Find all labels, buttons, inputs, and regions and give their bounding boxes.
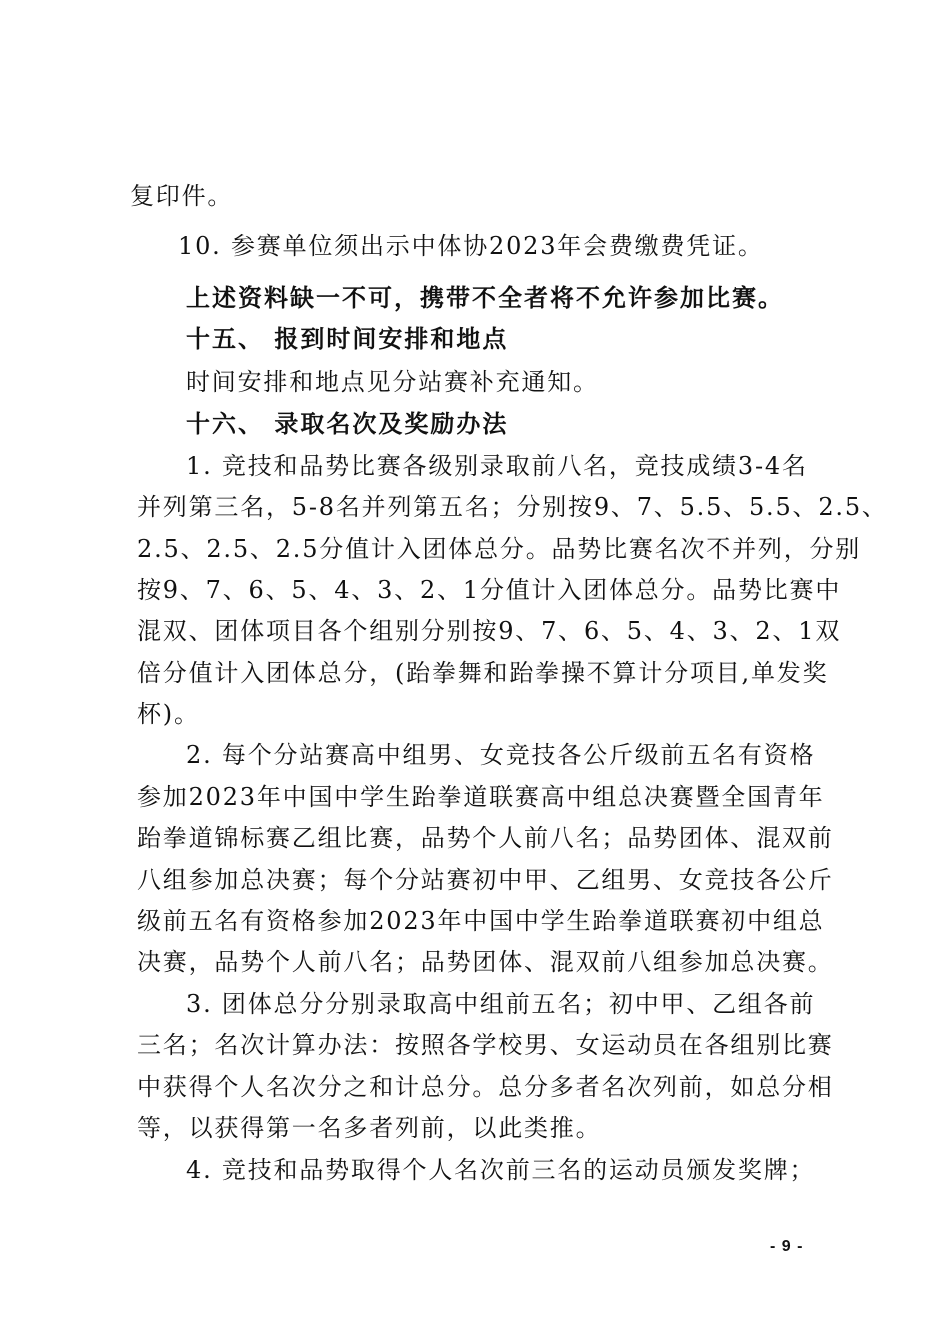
- text-line: 1. 竞技和品势比赛各级别录取前八名，竞技成绩3-4名: [186, 452, 808, 480]
- text-line: 2. 每个分站赛高中组男、女竞技各公斤级前五名有资格: [186, 741, 816, 769]
- text-line: 10. 参赛单位须出示中体协2023年会费缴费凭证。: [178, 232, 764, 260]
- text-line: 决赛，品势个人前八名；品势团体、混双前八组参加总决赛。: [137, 948, 834, 976]
- text-line: 时间安排和地点见分站赛补充通知。: [186, 368, 599, 396]
- text-line: 混双、团体项目各个组别分别按9、7、6、5、4、3、2、1双: [137, 617, 842, 645]
- text-line: 倍分值计入团体总分，(跆拳舞和跆拳操不算计分项目,单发奖: [137, 659, 829, 687]
- text-line: 中获得个人名次分之和计总分。总分多者名次列前，如总分相: [137, 1073, 834, 1101]
- text-line: 4. 竞技和品势取得个人名次前三名的运动员颁发奖牌；: [186, 1156, 816, 1184]
- text-line: 参加2023年中国中学生跆拳道联赛高中组总决赛暨全国青年: [137, 783, 825, 811]
- section-heading: 十五、 报到时间安排和地点: [186, 325, 509, 353]
- text-line: 跆拳道锦标赛乙组比赛，品势个人前八名；品势团体、混双前: [137, 824, 834, 852]
- text-line: 杯)。: [137, 700, 200, 728]
- text-line: 3. 团体总分分别录取高中组前五名；初中甲、乙组各前: [186, 990, 816, 1018]
- section-heading: 十六、 录取名次及奖励办法: [186, 410, 509, 438]
- text-line: 级前五名有资格参加2023年中国中学生跆拳道联赛初中组总: [137, 907, 825, 935]
- text-line: 按9、7、6、5、4、3、2、1分值计入团体总分。品势比赛中: [137, 576, 842, 604]
- notice-line: 上述资料缺一不可，携带不全者将不允许参加比赛。: [186, 284, 784, 312]
- text-line: 等，以获得第一名多者列前，以此类推。: [137, 1114, 602, 1142]
- text-line: 2.5、2.5、2.5分值计入团体总分。品势比赛名次不并列，分别: [137, 535, 862, 563]
- text-line: 三名；名次计算办法：按照各学校男、女运动员在各组别比赛: [137, 1031, 834, 1059]
- page-number: - 9 -: [770, 1238, 804, 1255]
- text-line: 八组参加总决赛；每个分站赛初中甲、乙组男、女竞技各公斤: [137, 866, 834, 894]
- text-line: 复印件。: [130, 182, 234, 210]
- text-line: 并列第三名，5-8名并列第五名；分别按9、7、5.5、5.5、2.5、: [137, 493, 888, 521]
